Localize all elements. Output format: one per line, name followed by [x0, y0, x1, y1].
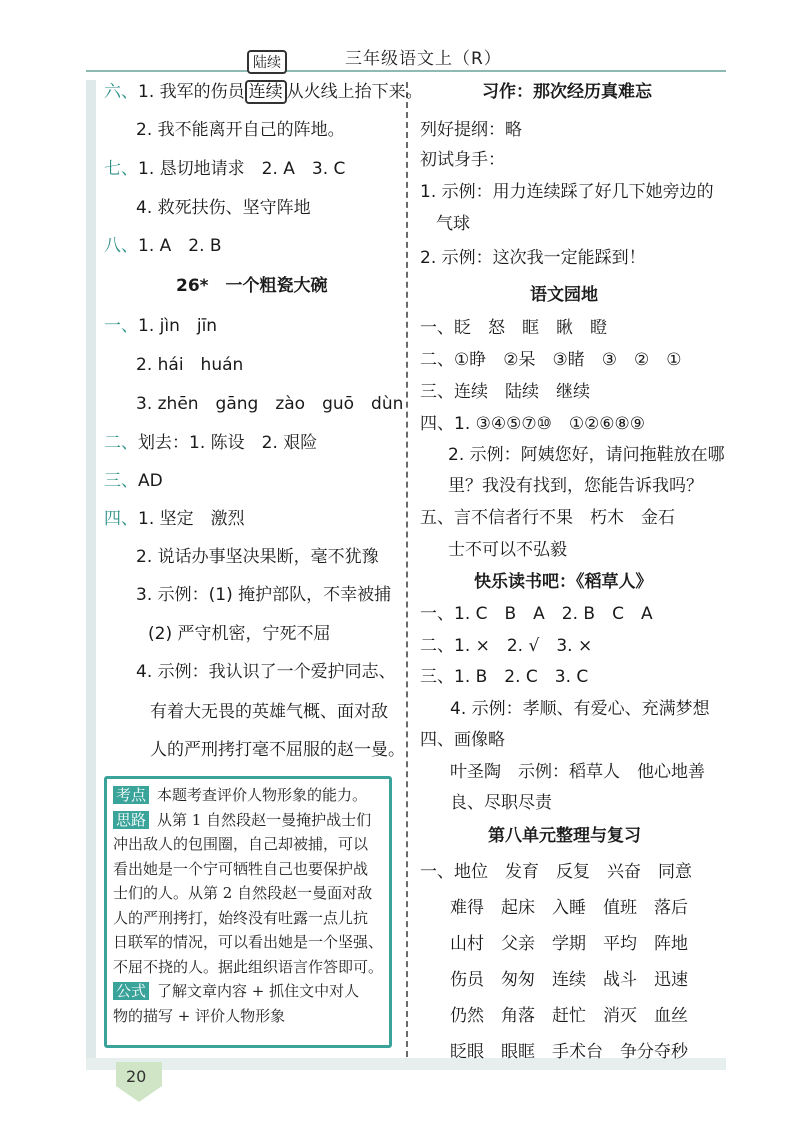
answer-4-4b: 有着大无畏的英雄气概、面对敌: [150, 702, 388, 722]
answer-7-1: 七、1. 恳切地请求 2. A 3. C: [104, 159, 346, 179]
tag-approach: 思路: [113, 811, 149, 829]
page-header-title: 三年级语文上（R）: [345, 49, 502, 69]
review-line: 一、地位 发育 反复 兴奋 同意: [420, 862, 692, 882]
review-line: 伤员 匆匆 连续 战斗 迅速: [450, 970, 688, 990]
answer-8: 八、1. A 2. B: [104, 236, 222, 256]
reading-line: 一、1. C B A 2. B C A: [420, 604, 653, 624]
review-title: 第八单元整理与复习: [488, 826, 641, 846]
reading-title: 快乐读书吧：《稻草人》: [474, 572, 653, 592]
tip-line: 人的严刑拷打，始终没有吐露一点儿抗: [113, 908, 369, 927]
reading-line: 二、1. × 2. √ 3. ×: [420, 636, 593, 656]
page-number: 20: [126, 1067, 147, 1086]
writing-line: 初试身手：: [420, 150, 505, 170]
answer-1-2: 2. hái huán: [136, 355, 244, 375]
writing-line: 气球: [436, 214, 470, 234]
garden-title: 语文园地: [530, 285, 598, 305]
reading-line: 四、画像略: [420, 730, 505, 750]
reading-line: 叶圣陶 示例：稻草人 他心地善: [450, 762, 705, 782]
answer-4-4: 4. 示例：我认识了一个爱护同志、: [136, 662, 396, 682]
answer-4-3b: (2) 严守机密，宁死不屈: [148, 624, 331, 644]
tip-line: 士们的人。从第 2 自然段赵一曼面对敌: [113, 884, 373, 902]
answer-6-2: 2. 我不能离开自己的阵地。: [136, 120, 345, 140]
garden-line: 五、言不信者行不果 朽木 金石: [420, 508, 675, 528]
writing-title: 习作：那次经历真难忘: [482, 82, 652, 102]
answer-2: 二、划去：1. 陈设 2. 艰险: [104, 433, 318, 453]
column-divider: [406, 82, 408, 1057]
review-line: 山村 父亲 学期 平均 阵地: [450, 934, 688, 954]
analysis-box: [104, 776, 392, 1048]
garden-line: 士不可以不弘毅: [448, 540, 567, 560]
page-edge-shadow: [86, 80, 96, 1065]
garden-line: 2. 示例：阿姨您好，请问拖鞋放在哪: [448, 445, 725, 465]
lesson-title: 26* 一个粗瓷大碗: [176, 276, 328, 296]
writing-line: 1. 示例：用力连续踩了好几下她旁边的: [420, 182, 714, 202]
answer-7-2: 4. 救死扶伤、坚守阵地: [136, 198, 311, 218]
tag-point: 考点: [113, 786, 149, 804]
answer-4-2: 2. 说话办事坚决果断，毫不犹豫: [136, 547, 379, 567]
handwritten-correction: 陆续: [247, 50, 287, 74]
garden-line: 二、①睁 ②呆 ③睹 ③ ② ①: [420, 350, 682, 370]
answer-3: 三、AD: [104, 471, 163, 491]
garden-line: 三、连续 陆续 继续: [420, 382, 590, 402]
reading-line: 三、1. B 2. C 3. C: [420, 667, 589, 687]
answer-4-1: 四、1. 坚定 激烈: [104, 509, 245, 529]
garden-line: 一、眨 怒 眶 瞅 瞪: [420, 318, 607, 338]
writing-line: 列好提纲：略: [420, 120, 522, 140]
reading-line: 4. 示例：孝顺、有爱心、充满梦想: [450, 699, 710, 719]
tip-line: 不屈不挠的人。据此组织语言作答即可。: [113, 957, 384, 976]
tip-line: 日联军的情况，可以看出她是一个坚强、: [113, 933, 384, 951]
writing-line: 2. 示例：这次我一定能踩到！: [420, 248, 646, 268]
boxed-word: 连续: [245, 80, 287, 104]
tip-point: 考点 本题考查评价人物形象的能力。: [113, 783, 383, 808]
review-line: 仍然 角落 赶忙 消灭 血丝: [450, 1006, 688, 1026]
review-line: 眨眼 眼眶 手术台 争分夺秒: [450, 1042, 688, 1062]
answer-1-3: 3. zhēn gāng zào guō dùn: [136, 394, 404, 414]
tip-line: 物的描写 + 评价人物形象: [113, 1006, 286, 1025]
reading-line: 良、尽职尽责: [450, 793, 552, 813]
tag-formula: 公式: [113, 982, 149, 1000]
garden-line: 四、1. ③④⑤⑦⑩ ①②⑥⑧⑨: [420, 414, 646, 434]
answer-6-1: 六、1. 我军的伤员 连续 从火线上抬下来。: [104, 82, 423, 102]
tip-line: 看出她是一个宁可牺牲自己也要保护战: [113, 859, 369, 878]
tip-formula: 公式 了解文章内容 + 抓住文中对人: [113, 979, 383, 1004]
answer-4-4c: 人的严刑拷打毫不屈服的赵一曼。: [150, 740, 405, 760]
tip-line: 冲出敌人的包围圈，自己却被捕，可以: [113, 835, 369, 853]
tip-approach: 思路 从第 1 自然段赵一曼掩护战士们: [113, 808, 383, 833]
review-line: 难得 起床 入睡 值班 落后: [450, 898, 688, 918]
answer-1-1: 一、1. jìn jīn: [104, 316, 218, 336]
garden-line: 里？我没有找到，您能告诉我吗？: [448, 476, 703, 496]
header-rule: [86, 70, 726, 72]
answer-4-3: 3. 示例：(1) 掩护部队，不幸被捕: [136, 585, 392, 605]
